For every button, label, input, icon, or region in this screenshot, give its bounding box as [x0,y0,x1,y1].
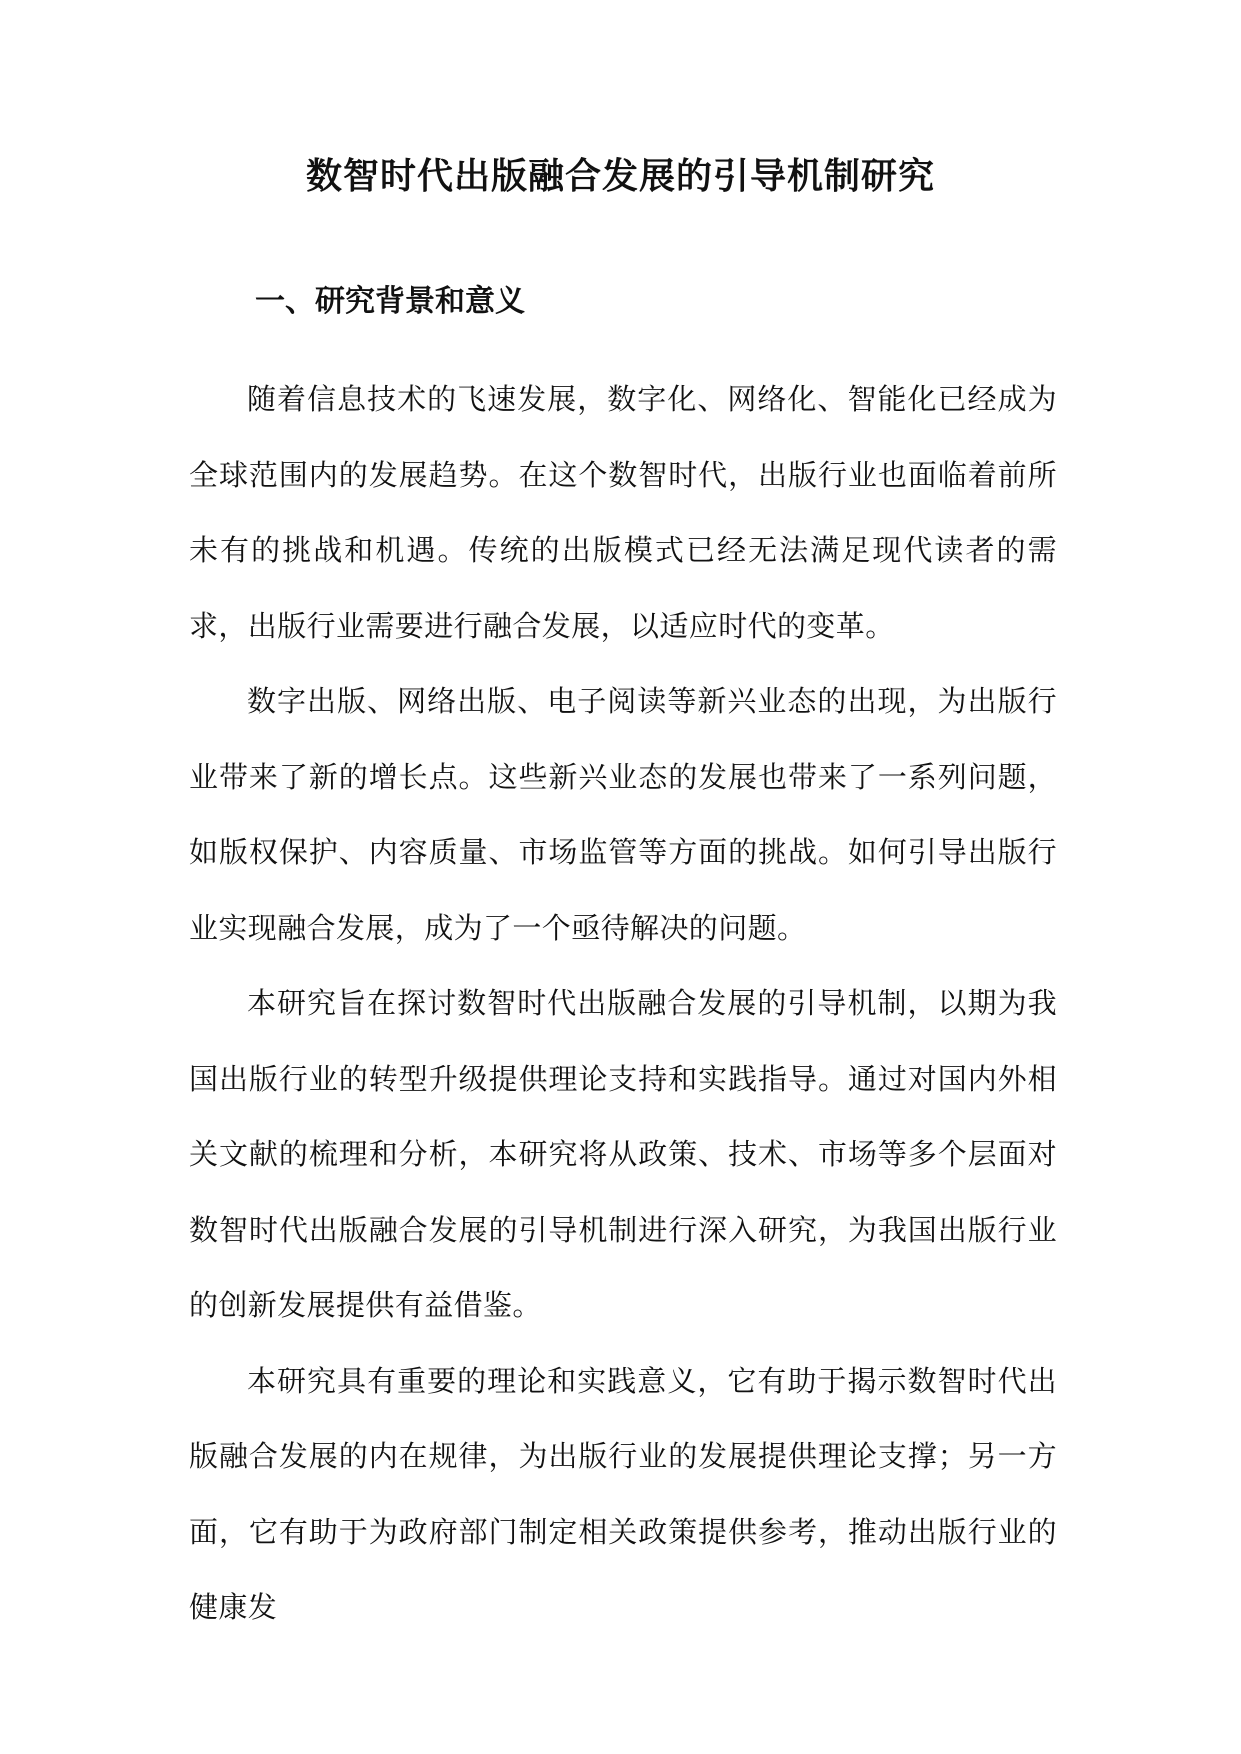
paragraph: 本研究旨在探讨数智时代出版融合发展的引导机制，以期为我国出版行业的转型升级提供理论支持和实践指导。通过对国内外相关文献的梳理和分析，本研究将从政策、技术、市场等多个层面对数智时代出版融合发展的引导机制进行深入研究，为我国出版行业的创新发展提供有益借鉴。 [189,986,1057,1322]
section-heading: 一、研究背景和意义 [255,284,525,319]
document-title: 数智时代出版融合发展的引导机制研究 [305,156,935,197]
paragraph: 本研究具有重要的理论和实践意义，它有助于揭示数智时代出版融合发展的内在规律，为出版行业的发展提供理论支撑；另一方面，它有助于为政府部门制定相关政策提供参考，推动出版行业的健康发 [189,1363,1057,1624]
paragraph: 随着信息技术的飞速发展，数字化、网络化、智能化已经成为全球范围内的发展趋势。在这个数智时代，出版行业也面临着前所未有的挑战和机遇。传统的出版模式已经无法满足现代读者的需求，出版行业需要进行融合发展，以适应时代的变革。 [189,382,1057,643]
document-body [189,362,1057,1646]
paragraph: 数字出版、网络出版、电子阅读等新兴业态的出现，为出版行业带来了新的增长点。这些新兴业态的发展也带来了一系列问题，如版权保护、内容质量、市场监管等方面的挑战。如何引导出版行业实现融合发展，成为了一个亟待解决的问题。 [189,684,1057,945]
